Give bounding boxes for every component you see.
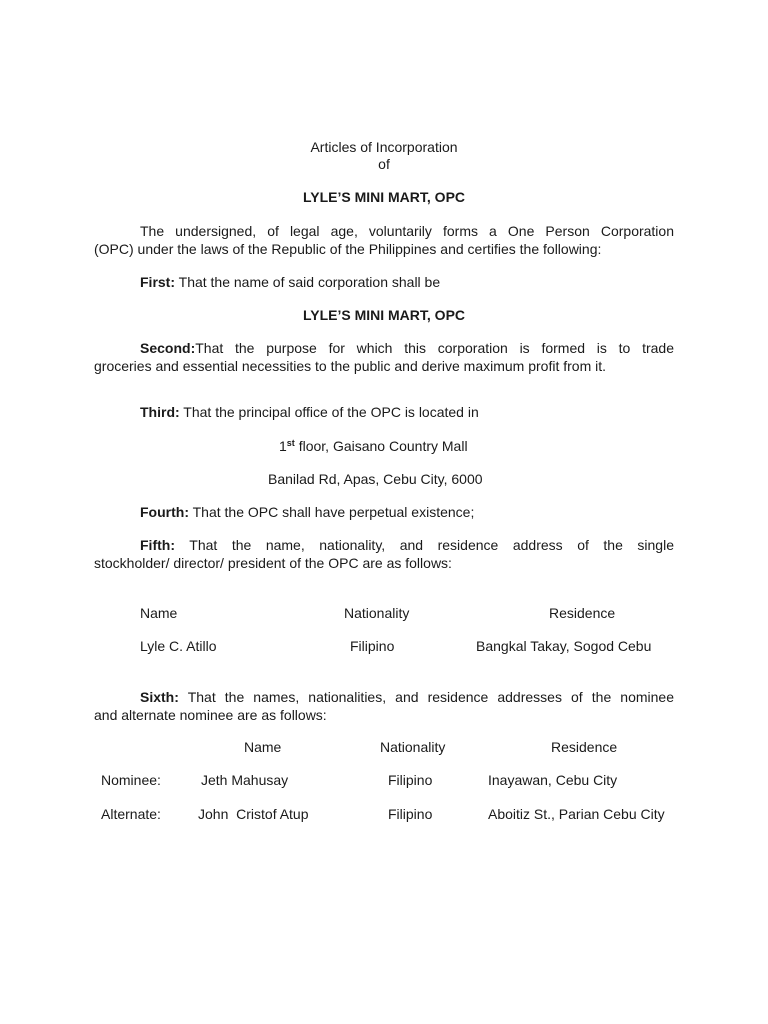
alternate-residence: Aboitiz St., Parian Cebu City	[488, 806, 665, 822]
intro-line-2: (OPC) under the laws of the Republic of the Philippines and certifies the following:	[94, 241, 602, 257]
third-article	[140, 403, 479, 421]
third-label: Third:	[140, 404, 180, 420]
alternate-nationality: Filipino	[388, 806, 433, 822]
address-floor-number: 1	[279, 438, 287, 454]
corporation-name-heading: LYLE’S MINI MART, OPC	[302, 189, 466, 205]
nominee-header-name: Name	[244, 739, 282, 755]
intro-line-1: The undersigned, of legal age, voluntarily forms a One Person Corporation	[140, 223, 674, 239]
fifth-line-1	[94, 536, 674, 554]
address-floor-rest: floor, Gaisano Country Mall	[294, 438, 468, 454]
sixth-article	[94, 688, 674, 724]
intro-paragraph	[94, 222, 674, 258]
address-floor-suffix: st	[286, 438, 295, 448]
first-article	[140, 273, 440, 291]
sixth-line-2: and alternate nominee are as follows:	[94, 707, 327, 723]
third-text: That the principal office of the OPC is located in	[179, 404, 479, 420]
nominee-nationality: Filipino	[388, 772, 433, 788]
nominee-name: Jeth Mahusay	[201, 772, 289, 788]
nominee-residence: Inayawan, Cebu City	[488, 772, 618, 788]
alternate-role: Alternate:	[101, 806, 161, 822]
second-label: Second:	[140, 340, 196, 356]
sixth-line-1	[94, 688, 674, 706]
address-street: Banilad Rd, Apas, Cebu City, 6000	[268, 471, 483, 487]
corporation-name-repeat: LYLE’S MINI MART, OPC	[302, 307, 466, 323]
stockholder-header-name: Name	[140, 605, 178, 621]
stockholder-residence: Bangkal Takay, Sogod Cebu	[476, 638, 652, 654]
nominee-role: Nominee:	[101, 772, 161, 788]
stockholder-nationality: Filipino	[350, 638, 395, 654]
first-text: That the name of said corporation shall be	[175, 274, 441, 290]
sixth-label: Sixth:	[140, 689, 179, 705]
nominee-header-residence: Residence	[551, 739, 618, 755]
document-title: Articles of Incorporation	[310, 139, 458, 155]
fourth-text: That the OPC shall have perpetual existence;	[188, 504, 475, 520]
sixth-text-1: That the names, nationalities, and residence addresses of the nominee	[178, 689, 674, 705]
stockholder-header-nationality: Nationality	[344, 605, 410, 621]
fifth-line-2: stockholder/ director/ president of the OPC are as follows:	[94, 555, 452, 571]
fifth-label: Fifth:	[140, 537, 175, 553]
stockholder-header-residence: Residence	[549, 605, 616, 621]
second-line-2: groceries and essential necessities to the public and derive maximum profit from it.	[94, 358, 607, 374]
second-line-1	[94, 339, 674, 357]
fourth-article	[140, 503, 474, 521]
document-title-of: of	[378, 156, 390, 172]
fifth-text-1: That the name, nationality, and residence address of the single	[174, 537, 674, 553]
first-label: First:	[140, 274, 175, 290]
nominee-header-nationality: Nationality	[380, 739, 446, 755]
second-article	[94, 339, 674, 375]
second-text-1: That the purpose for which this corporation is formed is to trade	[195, 340, 674, 356]
fourth-label: Fourth:	[140, 504, 189, 520]
alternate-name: John Cristof Atup	[198, 806, 309, 822]
address-floor	[279, 437, 468, 455]
fifth-article	[94, 536, 674, 572]
stockholder-name: Lyle C. Atillo	[140, 638, 217, 654]
